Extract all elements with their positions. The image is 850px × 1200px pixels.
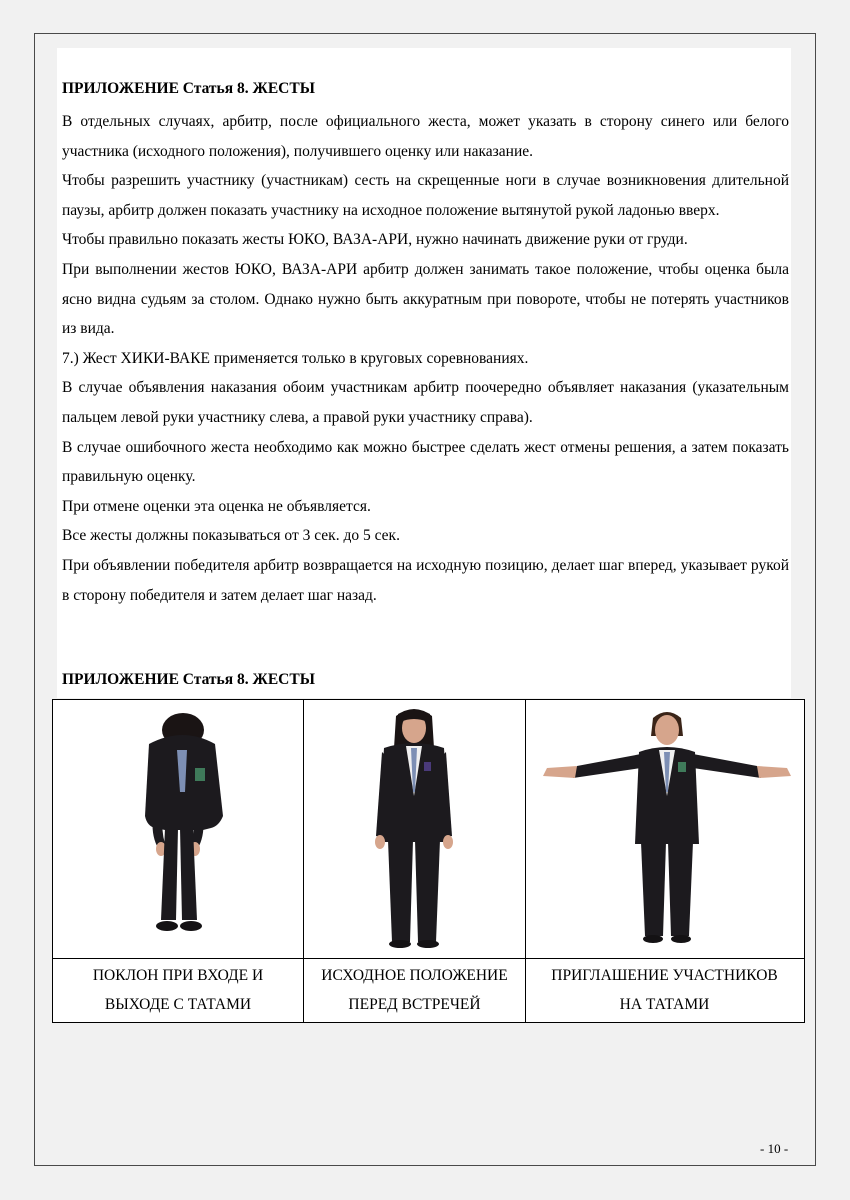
paragraph: Все жесты должны показываться от 3 сек. до 5 сек. — [62, 527, 400, 545]
paragraph: При объявлении победителя арбитр возвращается на исходную позицию, делает шаг вперед, указывает рукой в сторону победителя и затем делает шаг назад. — [62, 556, 789, 604]
standing-figure-image — [362, 704, 466, 954]
caption-invitation — [526, 960, 803, 1020]
paragraph: В случае ошибочного жеста необходимо как можно быстрее сделать жест отмены решения, а затем показать правильную оценку. — [62, 438, 789, 486]
appendix-heading: ПРИЛОЖЕНИЕ Статья 8. ЖЕСТЫ — [62, 80, 315, 97]
paragraph: При отмене оценки эта оценка не объявляется. — [62, 497, 371, 515]
paragraph: 7.) Жест ХИКИ-ВАКЕ применяется только в круговых соревнованиях. — [62, 349, 529, 367]
caption-line: ПРИГЛАШЕНИЕ УЧАСТНИКОВ — [551, 967, 778, 984]
row-divider — [53, 958, 804, 959]
caption-line: ПОКЛОН ПРИ ВХОДЕ И — [92, 967, 264, 984]
paragraph: Чтобы разрешить участнику (участникам) сесть на скрещенные ноги в случае возникновения длительной паузы, арбитр должен показать участнику на исходное положение вытянутой рукой ладонью вверх. — [62, 172, 789, 219]
bow-figure-image — [91, 704, 265, 946]
gestures-heading: ПРИЛОЖЕНИЕ Статья 8. ЖЕСТЫ — [62, 671, 315, 688]
caption-line: НА ТАТАМИ — [619, 996, 710, 1013]
paragraph: В случае объявления наказания обоим участникам арбитр поочередно объявляет наказания (указательным пальцем левой руки участнику слева, а правой руки участнику справа). — [62, 379, 789, 426]
caption-line: ПЕРЕД ВСТРЕЧЕЙ — [348, 996, 481, 1013]
body-text — [62, 107, 789, 610]
gestures-table — [52, 699, 805, 1023]
paragraph: Чтобы правильно показать жесты ЮКО, ВАЗА-АРИ, нужно начинать движение руки от груди. — [62, 231, 688, 249]
invitation-figure-image — [533, 704, 801, 952]
caption-initial-position — [304, 960, 525, 1020]
page-number: - 10 - — [760, 1141, 789, 1156]
paragraph: В отдельных случаях, арбитр, после официального жеста, может указать в сторону синего или белого участника (исходного положения), получившего оценку или наказание. — [62, 113, 789, 160]
caption-line: ИСХОДНОЕ ПОЛОЖЕНИЕ — [321, 967, 508, 984]
caption-bow — [53, 960, 303, 1020]
caption-line: ВЫХОДЕ С ТАТАМИ — [104, 996, 252, 1013]
paragraph: При выполнении жестов ЮКО, ВАЗА-АРИ арбитр должен занимать такое положение, чтобы оценка была ясно видна судьям за столом. Однако нужно быть аккуратным при повороте, чтобы не потерять участников из вида. — [62, 260, 789, 338]
